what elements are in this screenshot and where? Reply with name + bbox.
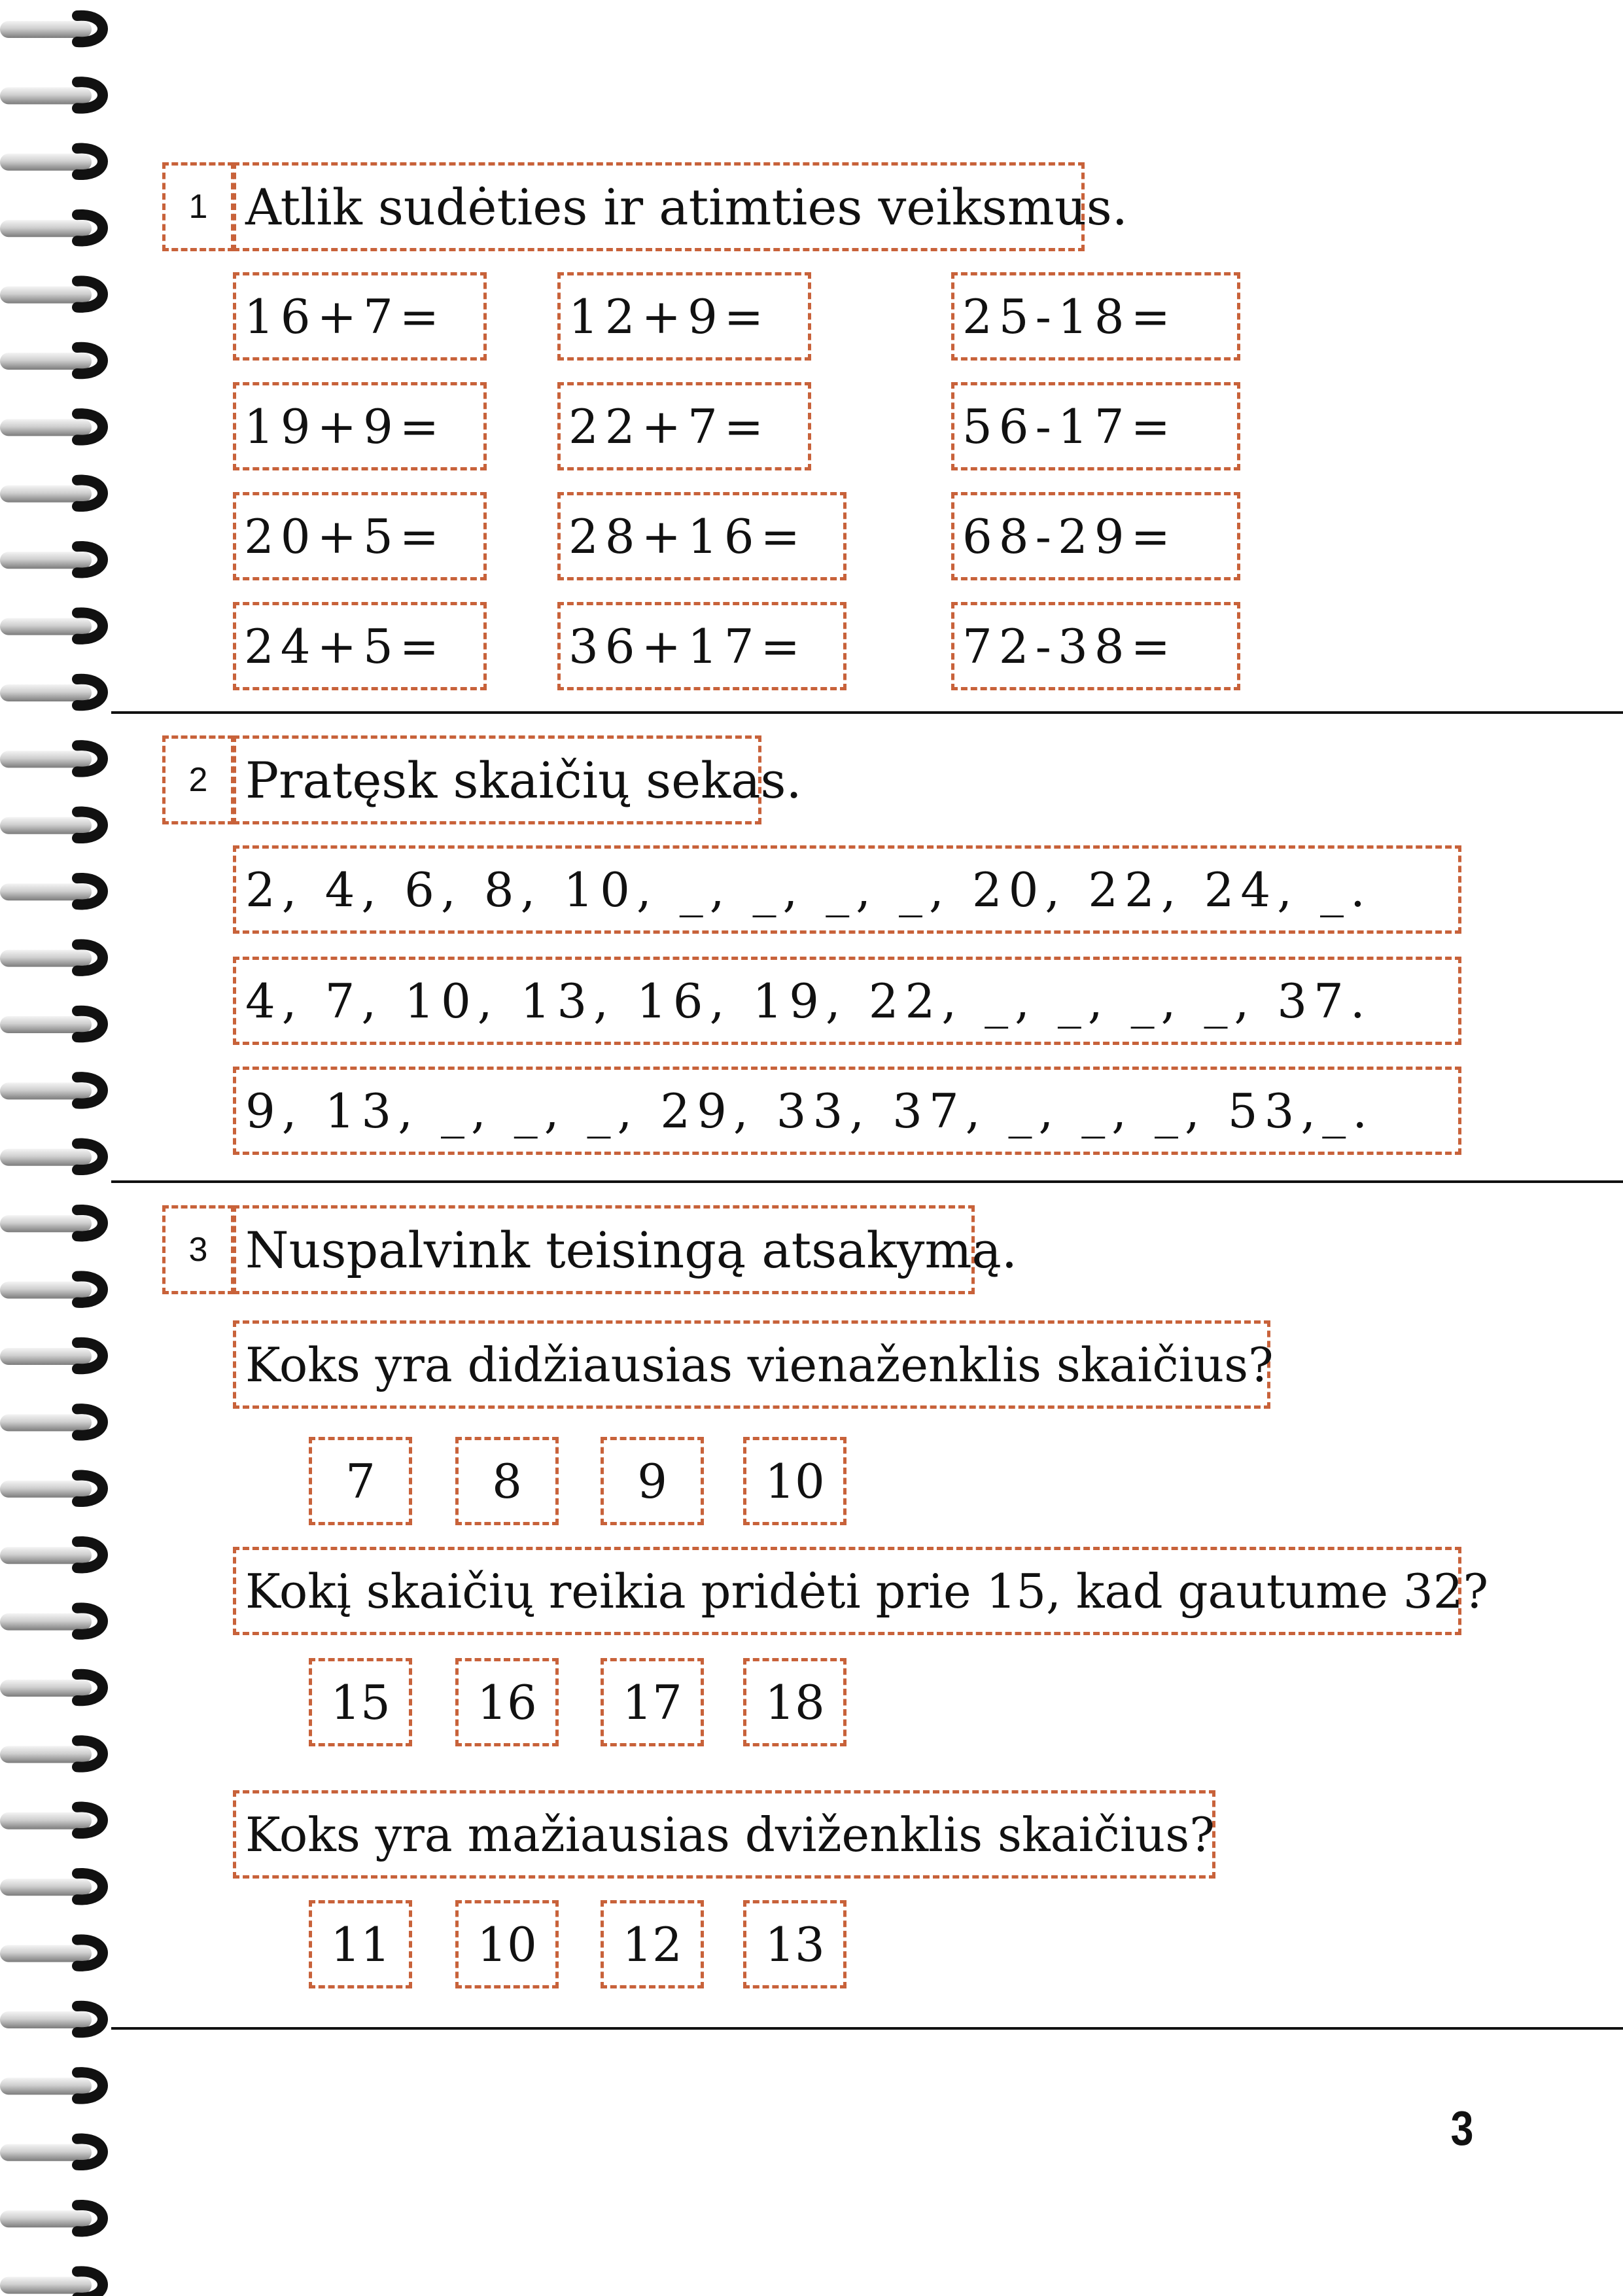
spiral-ring — [0, 1740, 103, 1767]
answer-option[interactable]: 17 — [601, 1658, 704, 1746]
spiral-ring — [0, 1674, 103, 1701]
spiral-ring — [0, 2205, 103, 2231]
answer-option[interactable]: 13 — [743, 1900, 846, 1988]
exercise-1-expression[interactable]: 36+17= — [557, 602, 846, 690]
spiral-ring — [0, 414, 103, 440]
spiral-ring — [0, 612, 103, 639]
answer-option[interactable]: 15 — [309, 1658, 412, 1746]
spiral-binding-icon — [0, 0, 131, 2296]
exercise-1-expression[interactable]: 24+5= — [233, 602, 487, 690]
exercise-3-number: 3 — [162, 1205, 234, 1294]
spiral-ring — [0, 1409, 103, 1435]
exercise-3-title: Nuspalvink teisingą atsakymą. — [233, 1205, 975, 1294]
sequence-row[interactable]: 4, 7, 10, 13, 16, 19, 22, _, _, _, _, 37. — [233, 957, 1461, 1045]
exercise-1-expression[interactable]: 25-18= — [951, 272, 1240, 361]
spiral-ring — [0, 1939, 103, 1966]
exercise-1-expression[interactable]: 20+5= — [233, 492, 487, 580]
exercise-1-expression[interactable]: 12+9= — [557, 272, 811, 361]
exercise-2-title: Pratęsk skaičių sekas. — [233, 735, 761, 824]
spiral-ring — [0, 546, 103, 573]
spiral-ring — [0, 2139, 103, 2165]
exercise-1-expression[interactable]: 16+7= — [233, 272, 487, 361]
exercise-1-expression[interactable]: 28+16= — [557, 492, 846, 580]
spiral-ring — [0, 281, 103, 307]
spiral-ring — [0, 82, 103, 108]
exercise-1-number: 1 — [162, 162, 234, 251]
answer-option[interactable]: 7 — [309, 1437, 412, 1525]
spiral-ring — [0, 1144, 103, 1170]
answer-option[interactable]: 10 — [743, 1437, 846, 1525]
exercise-1-expression[interactable]: 56-17= — [951, 382, 1240, 470]
spiral-ring — [0, 2072, 103, 2098]
section-divider — [111, 711, 1623, 714]
answer-option[interactable]: 11 — [309, 1900, 412, 1988]
spiral-ring — [0, 1542, 103, 1568]
spiral-ring — [0, 2006, 103, 2032]
page-number: 3 — [1450, 2101, 1474, 2155]
spiral-ring — [0, 679, 103, 705]
answer-option[interactable]: 12 — [601, 1900, 704, 1988]
sequence-row[interactable]: 9, 13, _, _, _, 29, 33, 37, _, _, _, 53,_. — [233, 1067, 1461, 1155]
spiral-ring — [0, 1343, 103, 1369]
exercise-1-expression[interactable]: 72-38= — [951, 602, 1240, 690]
question-3-text: Koks yra mažiausias dviženklis skaičius? — [233, 1790, 1215, 1879]
question-2-text: Kokį skaičių reikia pridėti prie 15, kad gautume 32? — [233, 1547, 1461, 1635]
spiral-ring — [0, 1011, 103, 1037]
spiral-ring — [0, 1807, 103, 1833]
spiral-ring — [0, 1608, 103, 1634]
spiral-ring — [0, 1475, 103, 1502]
sequence-row[interactable]: 2, 4, 6, 8, 10, _, _, _, _, 20, 22, 24, _. — [233, 845, 1461, 934]
answer-option[interactable]: 8 — [455, 1437, 559, 1525]
spiral-ring — [0, 1873, 103, 1899]
spiral-ring — [0, 215, 103, 241]
spiral-ring — [0, 944, 103, 970]
answer-option[interactable]: 18 — [743, 1658, 846, 1746]
exercise-1-expression[interactable]: 68-29= — [951, 492, 1240, 580]
answer-option[interactable]: 10 — [455, 1900, 559, 1988]
spiral-ring — [0, 2271, 103, 2296]
exercise-1-expression[interactable]: 19+9= — [233, 382, 487, 470]
spiral-ring — [0, 812, 103, 838]
spiral-ring — [0, 480, 103, 506]
spiral-ring — [0, 745, 103, 771]
answer-option[interactable]: 16 — [455, 1658, 559, 1746]
spiral-ring — [0, 1210, 103, 1236]
spiral-ring — [0, 16, 103, 42]
spiral-ring — [0, 878, 103, 904]
spiral-ring — [0, 1276, 103, 1302]
question-1-text: Koks yra didžiausias vienaženklis skaičius? — [233, 1320, 1270, 1409]
section-divider — [111, 2027, 1623, 2030]
spiral-ring — [0, 1077, 103, 1103]
exercise-1-title: Atlik sudėties ir atimties veiksmus. — [233, 162, 1085, 251]
exercise-1-expression[interactable]: 22+7= — [557, 382, 811, 470]
exercise-2-number: 2 — [162, 735, 234, 824]
answer-option[interactable]: 9 — [601, 1437, 704, 1525]
section-divider — [111, 1180, 1623, 1183]
spiral-ring — [0, 149, 103, 175]
spiral-ring — [0, 347, 103, 374]
